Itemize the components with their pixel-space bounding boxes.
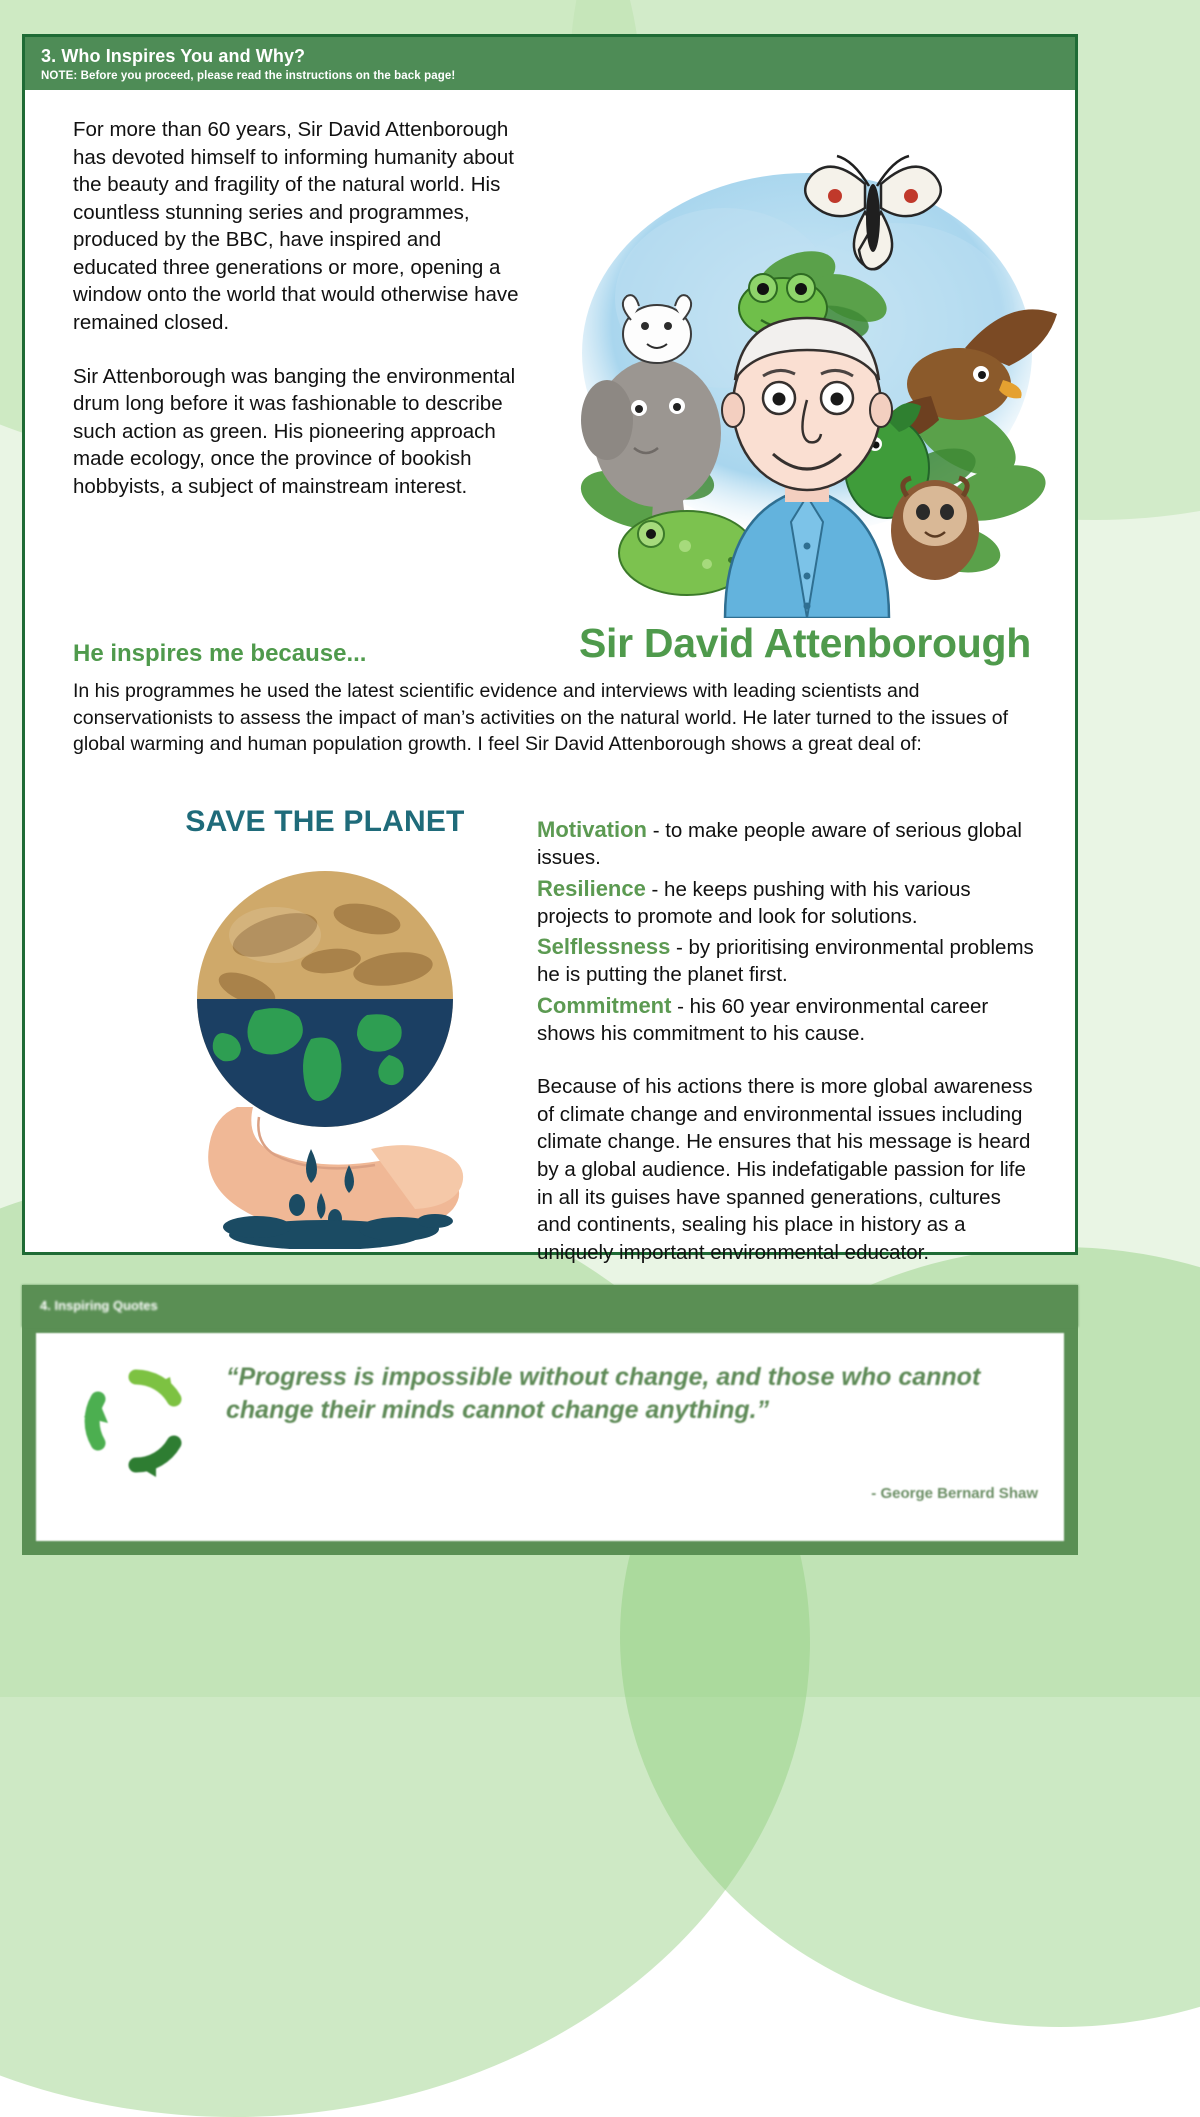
- quality-description: - his 60 year environmental career shows his commitment to his cause.: [537, 994, 989, 1045]
- quality-term: Selflessness: [537, 934, 671, 959]
- section-note: NOTE: Before you proceed, please read the instructions on the back page!: [41, 69, 456, 82]
- attenborough-illustration: [535, 148, 1075, 618]
- section-body: [25, 90, 1075, 1265]
- closing-paragraph: Because of his actions there is more global awareness of climate change and environmental issues including climate change. He ensures that his message is heard by a global audience. His indefatigable passion for life in all its guises have spanned generations, cultures and continents, sealing his place in history as a uniquely important environmental educator.: [537, 1075, 1033, 1265]
- inspiring-quotes-card: [22, 1285, 1078, 1555]
- quality-description: - he keeps pushing with his various projects to promote and look for solutions.: [537, 877, 971, 928]
- quote-text: “Progress is impossible without change, and those who cannot change their minds cannot change anything.”: [226, 1363, 981, 1424]
- qualities-column: [537, 815, 1037, 1267]
- quality-item: [537, 932, 1037, 989]
- quality-term: Resilience: [537, 875, 646, 901]
- quotes-section-header: 4. Inspiring Quotes: [22, 1285, 1078, 1327]
- portrait-caption: Sir David Attenborough: [579, 620, 1031, 666]
- quality-term: Motivation: [537, 817, 647, 842]
- inspires-body-text: In his programmes he used the latest scientific evidence and interviews with leading scientists and conservationists to assess the impact of man’s activities on the natural world. He later turned to the issues of global warming and human population growth. I feel Sir David Attenborough shows a great deal of:: [73, 680, 1009, 756]
- planet-in-hand-illustration: [135, 849, 515, 1249]
- quote-attribution: - George Bernard Shaw: [871, 1485, 1038, 1502]
- recycle-icon: [76, 1361, 196, 1481]
- quotes-inner-panel: [36, 1333, 1064, 1541]
- main-content-card: [22, 34, 1078, 1265]
- quality-item: [537, 874, 1037, 931]
- quality-description: - by prioritising environmental problems he is putting the planet first.: [537, 936, 1034, 987]
- section-header: [25, 37, 1075, 90]
- intro-paragraph-2: Sir Attenborough was banging the environmental drum long before it was fashionable to describe such action as green. His pioneering approach made ecology, once the province of bookish hobbyists, a subject of mainstream interest.: [73, 364, 516, 498]
- planet-title: SAVE THE PLANET: [185, 805, 465, 838]
- inspires-heading: He inspires me because...: [73, 640, 367, 667]
- intro-text-column: [73, 116, 528, 500]
- quality-term: Commitment: [537, 992, 672, 1018]
- quality-item: [537, 991, 1037, 1048]
- section-title: 3. Who Inspires You and Why?: [41, 46, 306, 66]
- quality-description: - to make people aware of serious global issues.: [537, 819, 1022, 870]
- intro-paragraph-1: For more than 60 years, Sir David Attenborough has devoted himself to informing humanity about the beauty and fragility of the natural world. His countless stunning series and programmes, produced by the BBC, have inspired and educated three generations or more, opening a window onto the world that would otherwise have remained closed.: [73, 118, 519, 334]
- quality-item: [537, 815, 1037, 872]
- save-the-planet-block: [135, 805, 515, 1249]
